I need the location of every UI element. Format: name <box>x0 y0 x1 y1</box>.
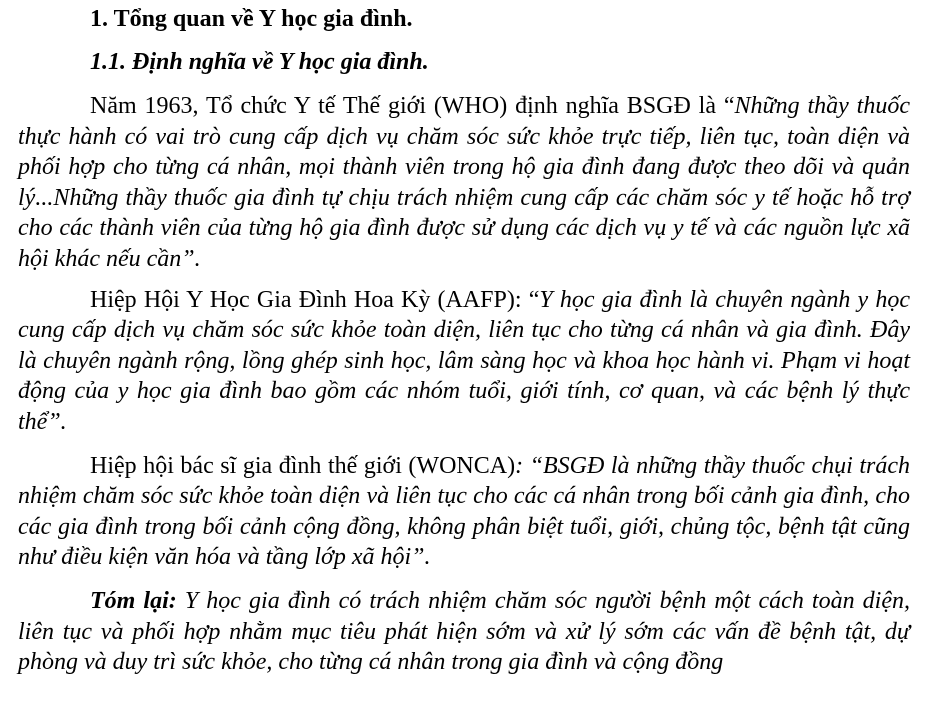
paragraph-wonca <box>18 451 910 573</box>
paragraph-aafp-quote: Y học gia đình là chuyên ngành y học cung cấp dịch vụ chăm sóc sức khỏe toàn diện, liên tục cho từng cá nhân và gia đình. Đây là chuyên ngành rộng, lồng ghép sinh học, lâm sàng học và khoa học hành vi. Phạm vi hoạt động của y học gia đình bao gồm các nhóm tuổi, giới tính, cơ quan, và các bệnh lý thực thể”. <box>18 286 910 435</box>
section-subheading: 1.1. Định nghĩa về Y học gia đình. <box>90 49 429 75</box>
paragraph-who-quote: Những thầy thuốc thực hành có vai trò cung cấp dịch vụ chăm sóc sức khỏe trực tiếp, liên tục, toàn diện và phối hợp cho từng cá nhân, mọi thành viên trong hộ gia đình đang được theo dõi và quản lý...Những thầy thuốc gia đình tự chịu trách nhiệm cung cấp các chăm sóc y tế hoặc hỗ trợ cho các thành viên của từng hộ gia đình được sử dụng các dịch vụ y tế và các nguồn lực xã hội khác nếu cần”. <box>18 93 911 272</box>
paragraph-aafp <box>18 285 910 438</box>
paragraph-summary-label: Tóm lại: <box>90 587 177 614</box>
paragraph-aafp-lead: Hiệp Hội Y Học Gia Đình Hoa Kỳ (AAFP): “ <box>90 286 540 313</box>
paragraph-summary-text: Y học gia đình có trách nhiệm chăm sóc người bệnh một cách toàn diện, liên tục và phối hợp nhằm mục tiêu phát hiện sớm và xử lý sớm các vấn đề bệnh tật, dự phòng và duy trì sức khỏe, cho từng cá nhân trong gia đình và cộng đồng <box>18 587 911 676</box>
document-page <box>18 0 910 678</box>
paragraph-summary <box>18 586 910 678</box>
paragraph-who <box>18 91 910 275</box>
section-heading: 1. Tổng quan về Y học gia đình. <box>90 6 413 32</box>
paragraph-wonca-lead: Hiệp hội bác sĩ gia đình thế giới (WONCA) <box>90 452 516 479</box>
paragraph-who-lead: Năm 1963, Tổ chức Y tế Thế giới (WHO) định nghĩa BSGĐ là “ <box>90 93 735 119</box>
paragraph-wonca-quote: : “BSGĐ là những thầy thuốc chụi trách nhiệm chăm sóc sức khỏe toàn diện và liên tục cho các cá nhân trong bối cảnh gia đình, cho các gia đình trong bối cảnh cộng đồng, không phân biệt tuổi, giới, chủng tộc, bệnh tật cũng như điều kiện văn hóa và tầng lớp xã hội”. <box>18 452 910 571</box>
